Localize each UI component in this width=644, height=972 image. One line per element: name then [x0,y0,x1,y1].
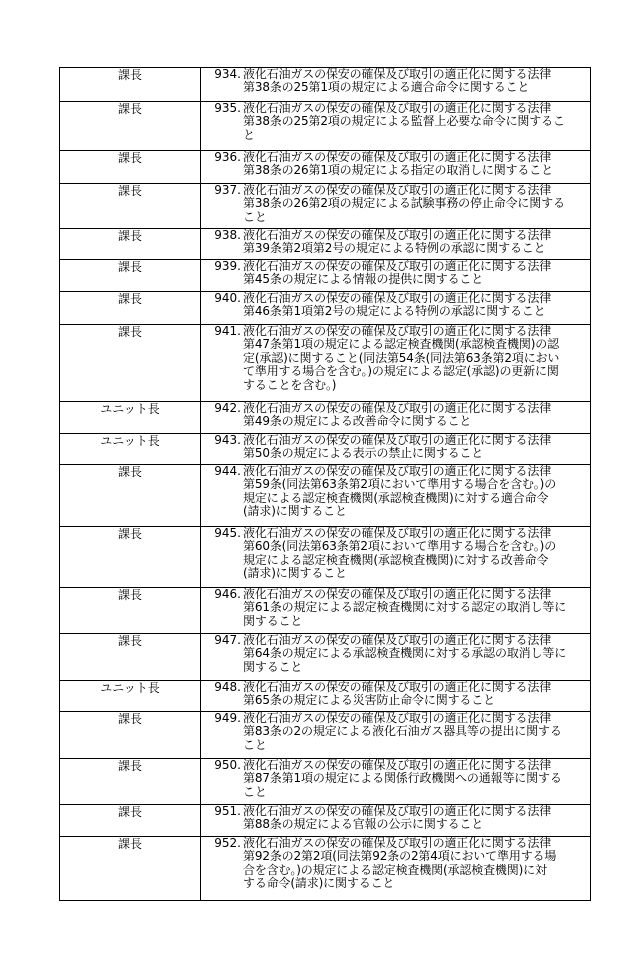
item-number: 936. [214,150,241,164]
item-cell [201,151,591,184]
item-entry [201,634,590,674]
item-entry [201,759,590,799]
item-number: 946. [214,587,241,601]
item-cell [201,588,591,634]
item-cell [201,229,591,260]
table-row [60,681,591,712]
table-row [60,634,591,681]
item-entry [201,434,590,461]
item-cell [201,402,591,434]
item-number: 950. [214,758,241,772]
authority-cell: 課長 [60,68,201,102]
item-number: 951. [214,804,241,818]
item-cell [201,260,591,292]
item-entry [201,292,590,319]
authority-cell: ユニット長 [60,681,201,712]
item-entry [201,68,590,95]
item-number: 934. [214,67,241,81]
item-entry [201,588,590,628]
authority-cell: 課長 [60,292,201,325]
delegation-table [59,67,591,901]
item-text: 液化石油ガスの保安の確保及び取引の適正化に関する法律 第87条第1項の規定による関係行政機関への通報等に関する こと [243,758,562,799]
item-cell [201,837,591,901]
item-entry [201,402,590,429]
item-text: 液化石油ガスの保安の確保及び取引の適正化に関する法律 第39条第2項第2号の規定による特例の承認に関すること [243,228,552,256]
item-number: 949. [214,711,241,725]
item-number: 943. [214,433,241,447]
table-row [60,434,591,465]
item-number: 952. [214,836,241,850]
table-row [60,759,591,805]
table-row [60,588,591,634]
item-text: 液化石油ガスの保安の確保及び取引の適正化に関する法律 第83条の2の規定による液化石油ガス器具等の提出に関する こと [243,711,562,752]
item-text: 液化石油ガスの保安の確保及び取引の適正化に関する法律 第46条第1項第2号の規定による特例の承認に関すること [243,291,552,319]
item-entry [201,151,590,178]
item-text: 液化石油ガスの保安の確保及び取引の適正化に関する法律 第65条の規定による災害防止命令に関すること [243,680,552,708]
item-number: 944. [214,464,241,478]
item-cell [201,634,591,681]
table-row [60,68,591,102]
item-cell [201,325,591,402]
item-text: 液化石油ガスの保安の確保及び取引の適正化に関する法律 第47条第1項の規定による認定検査機関(承認検査機関)の認 定(承認)に関すること(同法第54条(同法第63条第2項におい て準用する場合を含む。)の規定による認定(承認)の更新に関 することを含む。) [243,324,560,392]
table-row [60,805,591,837]
table-row [60,229,591,260]
authority-cell: 課長 [60,837,201,901]
authority-cell: 課長 [60,229,201,260]
item-number: 941. [214,324,241,338]
authority-cell: 課長 [60,712,201,759]
item-number: 948. [214,680,241,694]
item-cell [201,465,591,527]
item-entry [201,229,590,256]
authority-cell: 課長 [60,527,201,588]
item-number: 939. [214,259,241,273]
item-entry [201,837,590,891]
authority-cell: 課長 [60,805,201,837]
item-number: 942. [214,401,241,415]
item-cell [201,527,591,588]
authority-cell: 課長 [60,465,201,527]
item-cell [201,184,591,229]
item-cell [201,434,591,465]
item-text: 液化石油ガスの保安の確保及び取引の適正化に関する法律 第45条の規定による情報の提供に関すること [243,259,552,287]
authority-cell: 課長 [60,759,201,805]
item-text: 液化石油ガスの保安の確保及び取引の適正化に関する法律 第64条の規定による承認検査機関に対する承認の取消し等に 関すること [243,633,567,674]
item-cell [201,712,591,759]
item-text: 液化石油ガスの保安の確保及び取引の適正化に関する法律 第88条の規定による官報の公示に関すること [243,804,552,832]
item-entry [201,184,590,224]
item-cell [201,681,591,712]
item-text: 液化石油ガスの保安の確保及び取引の適正化に関する法律 第38条の26第2項の規定による試験事務の停止命令に関する こと [243,183,565,224]
item-number: 935. [214,101,241,115]
item-entry [201,681,590,708]
item-number: 938. [214,228,241,242]
item-number: 937. [214,183,241,197]
item-entry [201,325,590,392]
authority-cell: 課長 [60,102,201,151]
item-text: 液化石油ガスの保安の確保及び取引の適正化に関する法律 第38条の25第1項の規定による適合命令に関すること [243,67,552,95]
authority-cell: 課長 [60,325,201,402]
item-entry [201,712,590,752]
table-row [60,837,591,901]
item-text: 液化石油ガスの保安の確保及び取引の適正化に関する法律 第50条の規定による表示の禁止に関すること [243,433,552,461]
table-row [60,712,591,759]
table-row [60,292,591,325]
item-entry [201,102,590,142]
table-row [60,465,591,527]
item-text: 液化石油ガスの保安の確保及び取引の適正化に関する法律 第38条の25第2項の規定による監督上必要な命令に関するこ と [243,101,565,142]
item-text: 液化石油ガスの保安の確保及び取引の適正化に関する法律 第49条の規定による改善命令に関すること [243,401,552,429]
item-entry [201,465,590,519]
item-cell [201,805,591,837]
item-text: 液化石油ガスの保安の確保及び取引の適正化に関する法律 第61条の規定による認定検査機関に対する認定の取消し等に 関すること [243,587,567,628]
table-row [60,151,591,184]
authority-cell: ユニット長 [60,434,201,465]
item-text: 液化石油ガスの保安の確保及び取引の適正化に関する法律 第38条の26第1項の規定による指定の取消しに関すること [243,150,553,178]
table-row [60,527,591,588]
table-row [60,184,591,229]
item-number: 940. [214,291,241,305]
item-cell [201,759,591,805]
item-entry [201,527,590,581]
authority-cell: 課長 [60,588,201,634]
item-number: 947. [214,633,241,647]
authority-cell: 課長 [60,634,201,681]
item-text: 液化石油ガスの保安の確保及び取引の適正化に関する法律 第92条の2第2項(同法第92条の2第4項において準用する場 合を含む。)の規定による認定検査機関(承認検査機関)に対 する命令(請求)に関すること [243,836,557,891]
authority-cell: ユニット長 [60,402,201,434]
item-entry [201,260,590,287]
authority-cell: 課長 [60,151,201,184]
item-cell [201,68,591,102]
document-page [59,67,589,901]
item-cell [201,102,591,151]
table-row [60,260,591,292]
table-body [60,68,591,901]
table-row [60,325,591,402]
table-row [60,402,591,434]
table-row [60,102,591,151]
item-text: 液化石油ガスの保安の確保及び取引の適正化に関する法律 第59条(同法第63条第2項において準用する場合を含む。)の 規定による認定検査機関(承認検査機関)に対する適合命令 (請求)に関すること [243,464,557,519]
item-entry [201,805,590,832]
item-number: 945. [214,526,241,540]
authority-cell: 課長 [60,260,201,292]
authority-cell: 課長 [60,184,201,229]
item-text: 液化石油ガスの保安の確保及び取引の適正化に関する法律 第60条(同法第63条第2項において準用する場合を含む。)の 規定による認定検査機関(承認検査機関)に対する改善命令 (請求)に関すること [243,526,557,581]
item-cell [201,292,591,325]
